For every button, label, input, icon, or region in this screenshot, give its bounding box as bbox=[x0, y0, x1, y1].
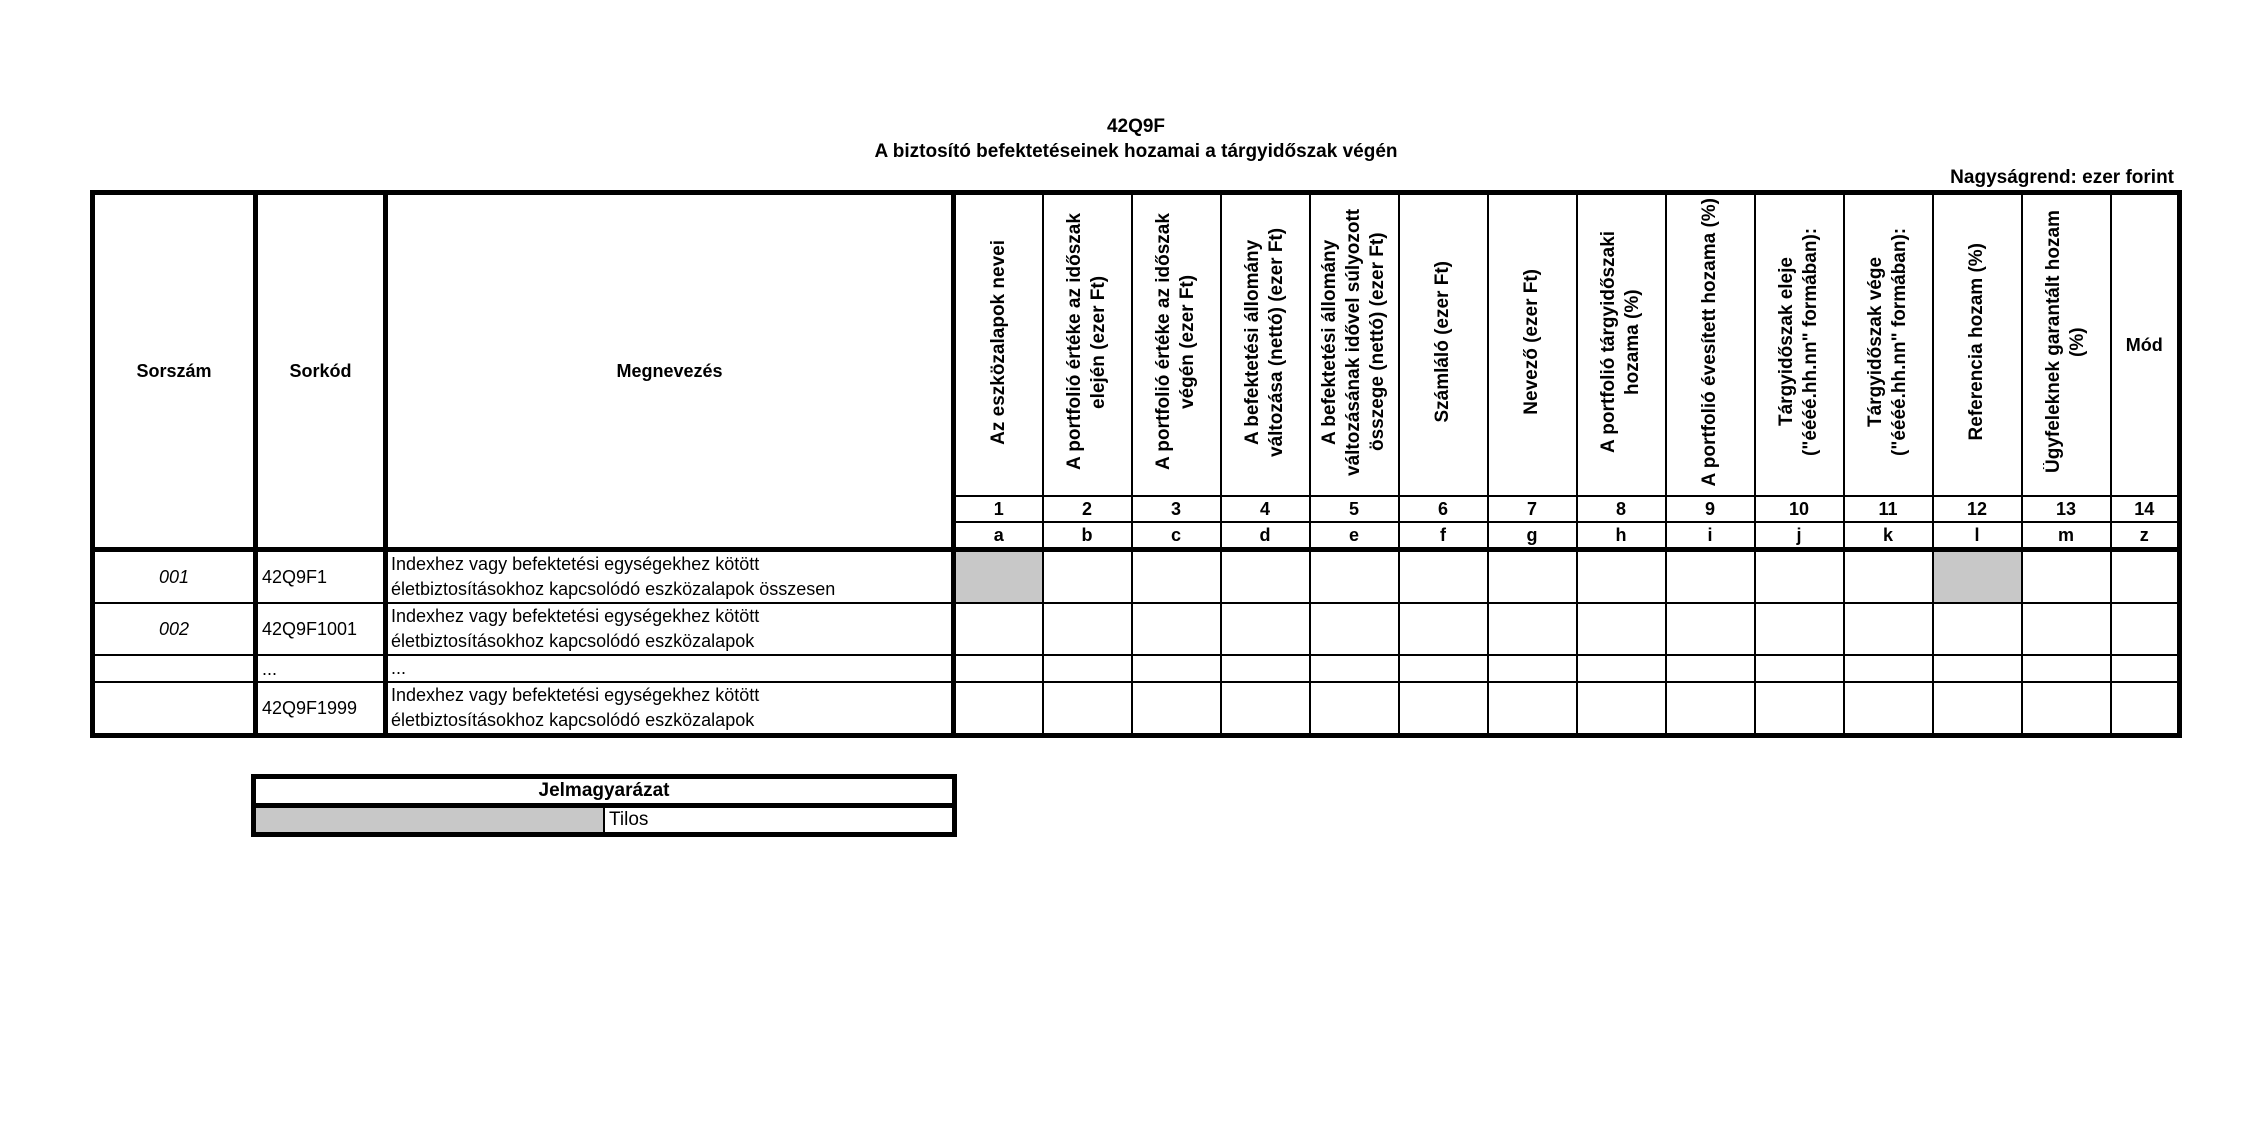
col-header-9 bbox=[1666, 193, 1755, 497]
row-megnevezes-line2: életbiztosításokhoz kapcsolódó eszközalapok összesen bbox=[391, 579, 836, 599]
col-letter: i bbox=[1666, 522, 1755, 550]
data-cell[interactable] bbox=[1399, 603, 1488, 655]
data-cell[interactable] bbox=[1666, 655, 1755, 682]
col-number: 1 bbox=[954, 496, 1043, 522]
data-cell[interactable] bbox=[1132, 682, 1221, 736]
col-header-3 bbox=[1132, 193, 1221, 497]
col-header-label: Tárgyidőszak eleje ("éééé.hh.nn" formában): bbox=[1776, 227, 1821, 457]
col-letter: c bbox=[1132, 522, 1221, 550]
col-letter: e bbox=[1310, 522, 1399, 550]
col-header-2 bbox=[1043, 193, 1132, 497]
legend-title: Jelmagyarázat bbox=[254, 777, 955, 806]
row-megnevezes-line1: Indexhez vagy befektetési egységekhez kötött bbox=[391, 685, 760, 705]
col-number: 5 bbox=[1310, 496, 1399, 522]
data-cell[interactable] bbox=[1488, 655, 1577, 682]
row-megnevezes bbox=[386, 682, 954, 736]
row-megnevezes bbox=[386, 550, 954, 604]
data-cell[interactable] bbox=[2022, 603, 2111, 655]
col-header-sorkod: Sorkód bbox=[256, 193, 386, 550]
data-cell[interactable] bbox=[1844, 682, 1933, 736]
row-megnevezes bbox=[386, 603, 954, 655]
data-cell[interactable] bbox=[1844, 655, 1933, 682]
data-cell[interactable] bbox=[1933, 682, 2022, 736]
col-number: 2 bbox=[1043, 496, 1132, 522]
row-sorszam bbox=[93, 682, 256, 736]
data-cell[interactable] bbox=[1310, 682, 1399, 736]
col-letter: l bbox=[1933, 522, 2022, 550]
row-megnevezes-line1: Indexhez vagy befektetési egységekhez kötött bbox=[391, 554, 760, 574]
data-cell[interactable] bbox=[1132, 655, 1221, 682]
data-cell[interactable] bbox=[1933, 603, 2022, 655]
data-cell[interactable] bbox=[1043, 655, 1132, 682]
data-cell[interactable] bbox=[1755, 603, 1844, 655]
col-header-label: A portfolió értéke az időszak végén (ezer Ft) bbox=[1153, 213, 1198, 471]
data-cell[interactable] bbox=[1488, 682, 1577, 736]
data-cell[interactable] bbox=[954, 682, 1043, 736]
data-cell[interactable] bbox=[2111, 603, 2180, 655]
col-number: 14 bbox=[2111, 496, 2180, 522]
col-header-10 bbox=[1755, 193, 1844, 497]
data-cell[interactable] bbox=[1043, 682, 1132, 736]
col-letter: m bbox=[2022, 522, 2111, 550]
col-header-megnevezes: Megnevezés bbox=[386, 193, 954, 550]
col-number: 6 bbox=[1399, 496, 1488, 522]
data-cell[interactable] bbox=[2111, 682, 2180, 736]
data-cell[interactable] bbox=[1577, 655, 1666, 682]
col-header-label: Nevező (ezer Ft) bbox=[1521, 269, 1542, 415]
data-cell[interactable] bbox=[1577, 550, 1666, 604]
row-sorkod: ... bbox=[256, 655, 386, 682]
data-cell[interactable] bbox=[1043, 603, 1132, 655]
col-letter: z bbox=[2111, 522, 2180, 550]
col-header-8 bbox=[1577, 193, 1666, 497]
data-cell[interactable] bbox=[1755, 550, 1844, 604]
col-header-sorszam: Sorszám bbox=[93, 193, 256, 550]
data-cell[interactable] bbox=[1310, 550, 1399, 604]
col-header-label: Referencia hozam (%) bbox=[1966, 243, 1987, 441]
data-cell[interactable] bbox=[954, 603, 1043, 655]
data-cell[interactable] bbox=[1666, 550, 1755, 604]
table-row bbox=[93, 682, 2180, 736]
data-cell[interactable] bbox=[1933, 655, 2022, 682]
col-number: 13 bbox=[2022, 496, 2111, 522]
data-cell[interactable] bbox=[2022, 550, 2111, 604]
col-number: 9 bbox=[1666, 496, 1755, 522]
col-letter: h bbox=[1577, 522, 1666, 550]
col-letter: j bbox=[1755, 522, 1844, 550]
row-sorszam bbox=[93, 655, 256, 682]
data-cell[interactable] bbox=[1221, 682, 1310, 736]
legend-label-tilos: Tilos bbox=[604, 806, 955, 835]
data-cell[interactable] bbox=[1221, 603, 1310, 655]
data-cell[interactable] bbox=[1310, 603, 1399, 655]
col-header-7 bbox=[1488, 193, 1577, 497]
col-number: 8 bbox=[1577, 496, 1666, 522]
row-sorszam: 002 bbox=[93, 603, 256, 655]
unit-note: Nagyságrend: ezer forint bbox=[1950, 167, 2174, 188]
col-header-label: A befektetési állomány változása (nettó) (ezer Ft) bbox=[1242, 227, 1287, 457]
col-header-label: Tárgyidőszak vége ("éééé.hh.nn" formában): bbox=[1865, 227, 1910, 457]
row-megnevezes-line1: Indexhez vagy befektetési egységekhez kötött bbox=[391, 606, 760, 626]
col-header-4 bbox=[1221, 193, 1310, 497]
table-row bbox=[93, 550, 2180, 604]
col-header-label: A portfolió értéke az időszak elején (ezer Ft) bbox=[1064, 213, 1109, 471]
legend-swatch-tilos bbox=[254, 806, 605, 835]
col-number: 7 bbox=[1488, 496, 1577, 522]
row-megnevezes: ... bbox=[386, 655, 954, 682]
data-cell[interactable] bbox=[1666, 603, 1755, 655]
col-number: 10 bbox=[1755, 496, 1844, 522]
col-header-label: Ügyfeleknek garantált hozam (%) bbox=[2043, 210, 2088, 474]
col-number: 12 bbox=[1933, 496, 2022, 522]
col-header-label: A portfolió tárgyidőszaki hozama (%) bbox=[1598, 230, 1643, 454]
data-cell[interactable] bbox=[1399, 550, 1488, 604]
data-cell[interactable] bbox=[2022, 655, 2111, 682]
col-header-label: A befektetési állomány változásának idővel súlyozott összege (nettó) (ezer Ft) bbox=[1319, 208, 1388, 476]
data-cell[interactable] bbox=[1844, 550, 1933, 604]
row-sorkod: 42Q9F1 bbox=[256, 550, 386, 604]
data-cell[interactable] bbox=[1666, 682, 1755, 736]
col-header-1 bbox=[954, 193, 1043, 497]
header-row-labels bbox=[93, 193, 2180, 497]
data-cell[interactable] bbox=[1577, 603, 1666, 655]
col-header-5 bbox=[1310, 193, 1399, 497]
col-letter: g bbox=[1488, 522, 1577, 550]
col-letter: d bbox=[1221, 522, 1310, 550]
col-header-12 bbox=[1933, 193, 2022, 497]
col-letter: a bbox=[954, 522, 1043, 550]
data-cell[interactable] bbox=[1132, 603, 1221, 655]
data-cell[interactable] bbox=[1488, 603, 1577, 655]
data-cell[interactable] bbox=[1221, 655, 1310, 682]
data-cell[interactable] bbox=[1043, 550, 1132, 604]
col-header-label: Az eszközalapok nevei bbox=[987, 239, 1009, 445]
data-cell[interactable] bbox=[954, 655, 1043, 682]
col-number: 11 bbox=[1844, 496, 1933, 522]
col-letter: f bbox=[1399, 522, 1488, 550]
report-title: A biztosító befektetéseinek hozamai a tárgyidőszak végén bbox=[874, 141, 1398, 162]
report-code: 42Q9F bbox=[1106, 116, 1166, 137]
col-header-6 bbox=[1399, 193, 1488, 497]
data-cell-tilos bbox=[954, 550, 1043, 604]
col-number: 3 bbox=[1132, 496, 1221, 522]
data-cell[interactable] bbox=[1755, 655, 1844, 682]
row-megnevezes-line2: életbiztosításokhoz kapcsolódó eszközalapok bbox=[391, 710, 755, 730]
row-sorszam: 001 bbox=[93, 550, 256, 604]
col-header-11 bbox=[1844, 193, 1933, 497]
data-cell[interactable] bbox=[1488, 550, 1577, 604]
table-row bbox=[93, 603, 2180, 655]
data-cell[interactable] bbox=[2111, 655, 2180, 682]
row-sorkod: 42Q9F1001 bbox=[256, 603, 386, 655]
report-table bbox=[90, 190, 2182, 738]
data-cell-tilos bbox=[1933, 550, 2022, 604]
col-header-label: A portfolió évesített hozama (%) bbox=[1699, 197, 1720, 487]
row-sorkod: 42Q9F1999 bbox=[256, 682, 386, 736]
data-cell[interactable] bbox=[1577, 682, 1666, 736]
col-header-14: Mód bbox=[2111, 193, 2180, 497]
data-cell[interactable] bbox=[1310, 655, 1399, 682]
col-letter: k bbox=[1844, 522, 1933, 550]
col-header-13 bbox=[2022, 193, 2111, 497]
data-cell[interactable] bbox=[1399, 655, 1488, 682]
col-number: 4 bbox=[1221, 496, 1310, 522]
row-megnevezes-line2: életbiztosításokhoz kapcsolódó eszközalapok bbox=[391, 631, 755, 651]
legend bbox=[251, 774, 957, 837]
col-header-label: Számláló (ezer Ft) bbox=[1432, 261, 1453, 423]
data-cell[interactable] bbox=[2022, 682, 2111, 736]
data-cell[interactable] bbox=[2111, 550, 2180, 604]
data-cell[interactable] bbox=[1221, 550, 1310, 604]
data-cell[interactable] bbox=[1399, 682, 1488, 736]
data-cell[interactable] bbox=[1844, 603, 1933, 655]
table-row-ellipsis bbox=[93, 655, 2180, 682]
col-letter: b bbox=[1043, 522, 1132, 550]
data-cell[interactable] bbox=[1132, 550, 1221, 604]
data-cell[interactable] bbox=[1755, 682, 1844, 736]
